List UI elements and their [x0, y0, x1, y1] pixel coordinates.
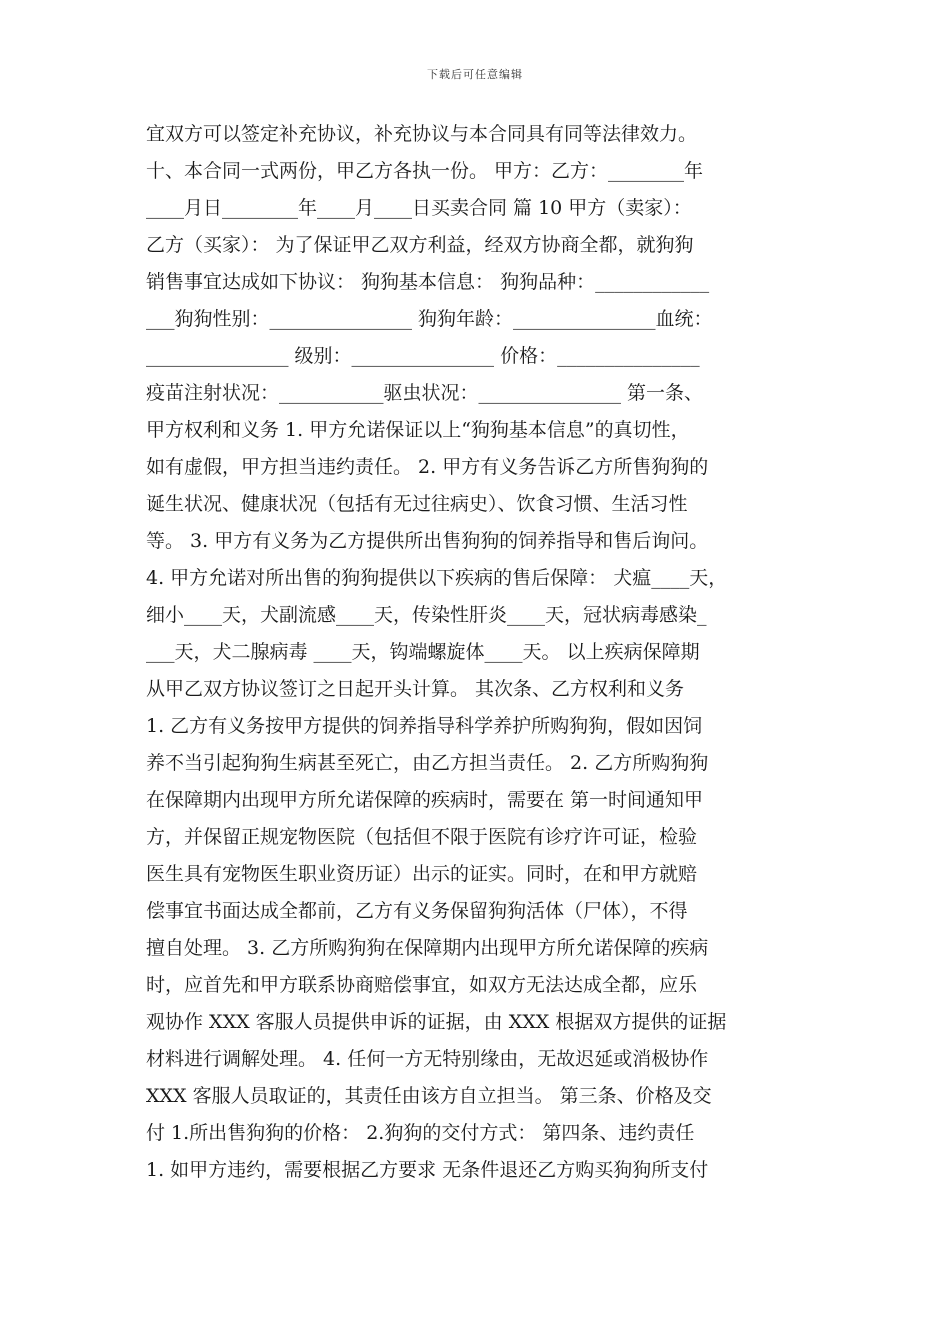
- text-line: 养不当引起狗狗生病甚至死亡，由乙方担当责任。 2. 乙方所购狗狗: [146, 752, 709, 774]
- text-line: 疫苗注射状况：___________驱虫状况：_______________ 第一条、: [146, 382, 704, 404]
- text-line: _______________ 级别：_______________ 价格：_______________: [146, 345, 700, 367]
- text-line: 方，并保留正规宠物医院（包括但不限于医院有诊疗许可证，检验: [146, 826, 698, 848]
- text-line: 时，应首先和甲方联系协商赔偿事宜，如双方无法达成全都，应乐: [146, 974, 698, 996]
- text-line: ____月日________年____月____日买卖合同 篇 10 甲方（卖家）：: [146, 197, 692, 219]
- text-line: 乙方（买家）： 为了保证甲乙双方利益，经双方协商全都，就狗狗: [146, 234, 694, 256]
- text-line: 如有虚假，甲方担当违约责任。 2. 甲方有义务告诉乙方所售狗狗的: [146, 456, 709, 478]
- text-line: 诞生状况、健康状况（包括有无过往病史）、饮食习惯、生活习性: [146, 493, 688, 515]
- page-header: 下载后可任意编辑: [427, 68, 523, 81]
- text-line: 1. 如甲方违约，需要根据乙方要求 无条件退还乙方购买狗狗所支付: [146, 1159, 709, 1181]
- text-line: XXX 客服人员取证的，其责任由该方自立担当。 第三条、价格及交: [146, 1085, 712, 1107]
- text-line: 1. 乙方有义务按甲方提供的饲养指导科学养护所购狗狗，假如因饲: [146, 715, 703, 737]
- text-line: 擅自处理。 3. 乙方所购狗狗在保障期内出现甲方所允诺保障的疾病: [146, 937, 709, 959]
- text-line: 宜双方可以签定补充协议，补充协议与本合同具有同等法律效力。: [146, 123, 698, 145]
- text-line: 等。 3. 甲方有义务为乙方提供所出售狗狗的饲养指导和售后询问。: [146, 530, 709, 552]
- text-line: 甲方权利和义务 1. 甲方允诺保证以上“狗狗基本信息”的真切性，: [146, 419, 690, 441]
- text-line: 付 1.所出售狗狗的价格： 2.狗狗的交付方式： 第四条、违约责任: [146, 1122, 695, 1144]
- contract-body: [146, 116, 806, 1189]
- text-line: 在保障期内出现甲方所允诺保障的疾病时，需要在 第一时间通知甲: [146, 789, 704, 811]
- text-line: 医生具有宠物医生职业资历证）出示的证实。同时，在和甲方就赔: [146, 863, 698, 885]
- text-line: ___天，犬二腺病毒 ____天，钩端螺旋体____天。 以上疾病保障期: [146, 641, 700, 663]
- text-line: ___狗狗性别：_______________ 狗狗年龄：_______________血统：: [146, 308, 713, 330]
- text-line: 十、本合同一式两份，甲乙方各执一份。 甲方：乙方：________年: [146, 160, 704, 182]
- text-line: 从甲乙双方协议签订之日起开头计算。 其次条、乙方权利和义务: [146, 678, 685, 700]
- text-line: 销售事宜达成如下协议： 狗狗基本信息： 狗狗品种：____________: [146, 271, 710, 293]
- text-line: 材料进行调解处理。 4. 任何一方无特别缘由，无故迟延或消极协作: [146, 1048, 709, 1070]
- text-line: 偿事宜书面达成全都前，乙方有义务保留狗狗活体（尸体），不得: [146, 900, 688, 922]
- text-line: 4. 甲方允诺对所出售的狗狗提供以下疾病的售后保障： 犬瘟____天，: [146, 567, 728, 589]
- text-line: 观协作 XXX 客服人员提供申诉的证据，由 XXX 根据双方提供的证据: [146, 1011, 727, 1033]
- text-line: 细小____天，犬副流感____天，传染性肝炎____天，冠状病毒感染_: [146, 604, 707, 626]
